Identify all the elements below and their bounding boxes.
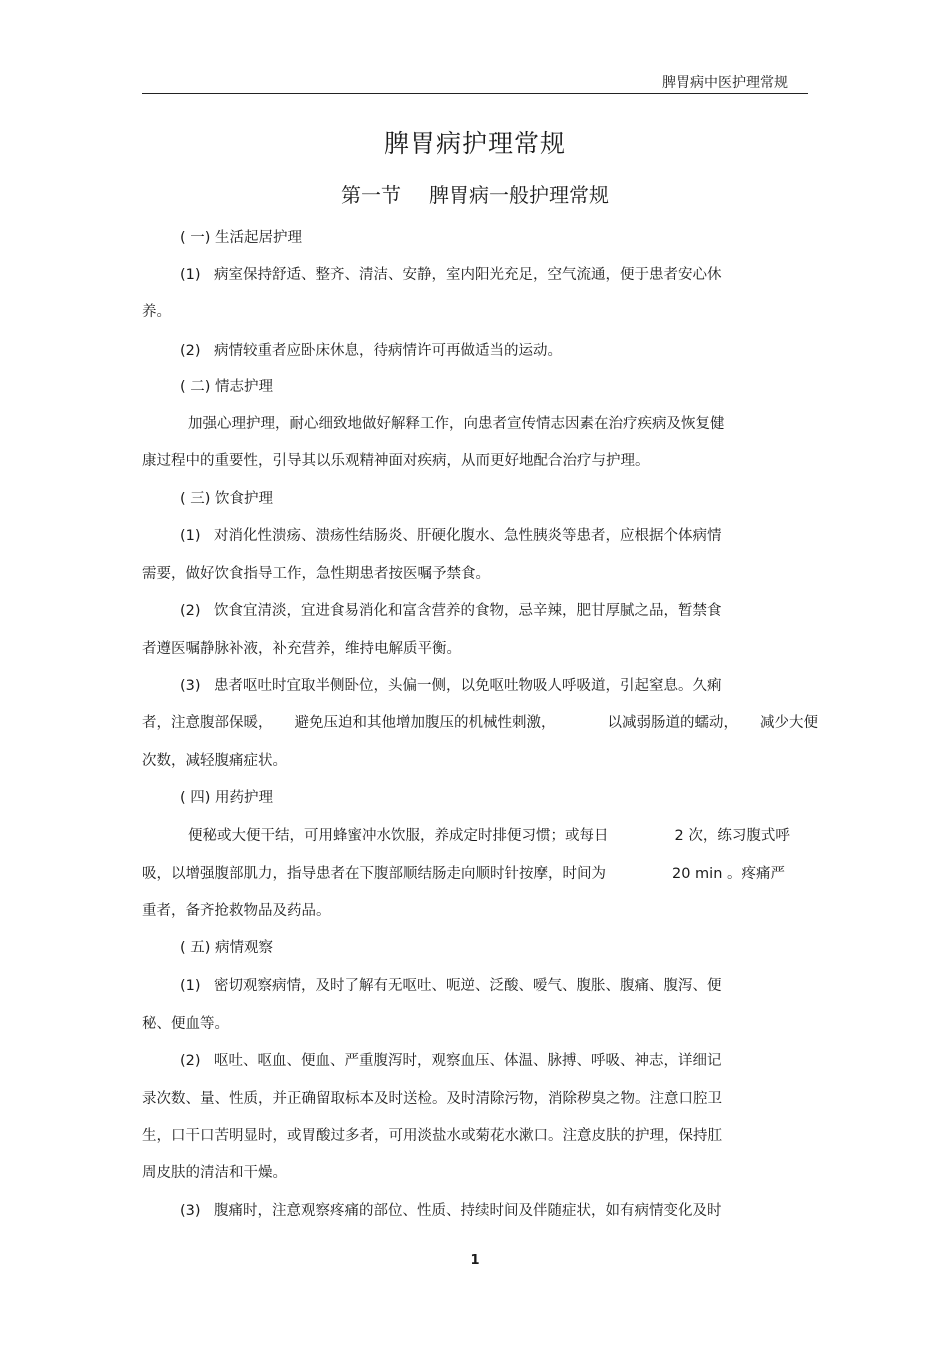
paragraph-line: [180, 599, 722, 620]
paragraph-line: [142, 862, 785, 883]
paragraph-line: [180, 339, 562, 360]
running-header: 脾胃病中医护理常规: [662, 75, 788, 91]
paragraph-line: [180, 524, 722, 545]
heading-medication-care: ( 四) 用药护理: [180, 790, 274, 806]
line-text: 病情较重者应卧床休息，待病情许可再做适当的运动。: [214, 343, 562, 359]
paragraph-line: [180, 1199, 722, 1220]
paragraph-line: 者遵医嘱静脉补液，补充营养，维持电解质平衡。: [142, 641, 461, 657]
heading-emotional-care: ( 二) 情志护理: [180, 379, 274, 395]
line-text: 者，注意腹部保暖，: [142, 715, 273, 731]
line-text: 病室保持舒适、整齐、清洁、安静，室内阳光充足，空气流通，便于患者安心休: [214, 267, 722, 283]
item-number: (3): [180, 1203, 201, 1219]
line-text: 对消化性溃疡、溃疡性结肠炎、肝硬化腹水、急性胰炎等患者，应根据个体病情: [214, 528, 722, 544]
paragraph-line: [188, 824, 790, 845]
line-text: 密切观察病情，及时了解有无呕吐、呃逆、泛酸、嗳气、腹胀、腹痛、腹泻、便: [214, 978, 722, 994]
line-text: 20 min 。疼痛严: [672, 866, 786, 882]
header-rule: [142, 93, 808, 94]
page-number: 1: [470, 1253, 480, 1268]
item-number: (1): [180, 528, 201, 544]
line-text: 吸，以增强腹部肌力，指导患者在下腹部顺结肠走向顺时针按摩，时间为: [142, 866, 606, 882]
heading-living-care: ( 一) 生活起居护理: [180, 230, 303, 246]
paragraph-line: [180, 974, 722, 995]
heading-diet-care: ( 三) 饮食护理: [180, 491, 274, 507]
paragraph-line: 康过程中的重要性，引导其以乐观精神面对疾病，从而更好地配合治疗与护理。: [142, 453, 650, 469]
paragraph-line: 录次数、量、性质，并正确留取标本及时送检。及时清除污物，消除秽臭之物。注意口腔卫: [142, 1091, 722, 1107]
line-text: 便秘或大便干结，可用蜂蜜冲水饮服，养成定时排便习惯；或每日: [188, 828, 609, 844]
line-text: 腹痛时，注意观察疼痛的部位、性质、持续时间及伴随症状，如有病情变化及时: [214, 1203, 722, 1219]
item-number: (1): [180, 978, 201, 994]
line-text: 患者呕吐时宜取半侧卧位，头偏一侧，以免呕吐物吸人呼吸道，引起窒息。久痢: [214, 678, 722, 694]
paragraph-line: 次数，减轻腹痛症状。: [142, 753, 287, 769]
line-text: 饮食宜清淡，宜进食易消化和富含营养的食物，忌辛辣，肥甘厚腻之品，暂禁食: [214, 603, 722, 619]
item-number: (3): [180, 678, 201, 694]
line-text: 减少大便: [760, 715, 818, 731]
paragraph-line: 养。: [142, 304, 171, 320]
paragraph-line: 需要，做好饮食指导工作，急性期患者按医嘱予禁食。: [142, 566, 490, 582]
paragraph-line: [180, 1049, 722, 1070]
item-number: (2): [180, 1053, 201, 1069]
section-title: [0, 179, 950, 208]
item-number: (1): [180, 267, 201, 283]
line-text: 避免压迫和其他增加腹压的机械性刺激，: [294, 715, 556, 731]
section-number: 第一节: [341, 183, 401, 207]
paragraph-line: 秘、便血等。: [142, 1016, 229, 1032]
section-name: 脾胃病一般护理常规: [429, 183, 609, 207]
line-text: 2 次，练习腹式呼: [674, 828, 790, 844]
line-text: 呕吐、呕血、便血、严重腹泻时，观察血压、体温、脉搏、呼吸、神志，详细记: [214, 1053, 722, 1069]
paragraph-line: [180, 263, 722, 284]
item-number: (2): [180, 343, 201, 359]
paragraph-line: 周皮肤的清洁和干燥。: [142, 1165, 287, 1181]
paragraph-line: 重者，备齐抢救物品及药品。: [142, 903, 331, 919]
heading-condition-observation: ( 五) 病情观察: [180, 940, 274, 956]
paragraph-line: [180, 674, 722, 695]
document-title: 脾胃病护理常规: [383, 129, 566, 158]
paragraph-line: 生，口干口苦明显时，或胃酸过多者，可用淡盐水或菊花水漱口。注意皮肤的护理，保持肛: [142, 1128, 722, 1144]
item-number: (2): [180, 603, 201, 619]
line-text: 以减弱肠道的蠕动，: [607, 715, 738, 731]
paragraph-line: [142, 711, 818, 732]
paragraph-line: 加强心理护理，耐心细致地做好解释工作，向患者宣传情志因素在治疗疾病及恢复健: [188, 416, 725, 432]
